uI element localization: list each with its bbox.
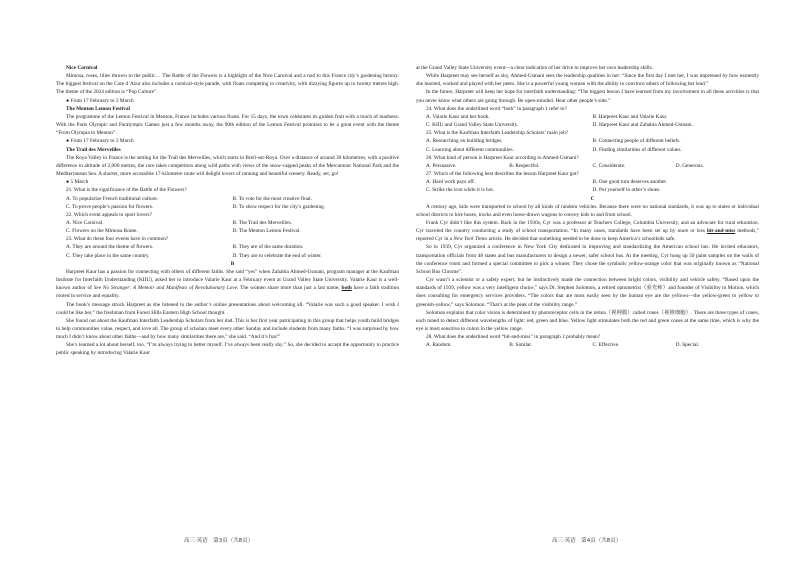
right-page-footer: 高三·英语 第4页（共8页） bbox=[552, 538, 622, 544]
passage-b-paragraph-2: The book’s message struck Harpreet as she listened to the author’s online presentations about welcoming all. “Valarie was such a good speaker. I wish I could be like her,” the freshman from Forest Hills Eastern High School thought. bbox=[56, 301, 399, 316]
option: D. Harpreet Kaur and Zahabia Ahmed-Usmani. bbox=[592, 122, 693, 129]
question-23-options bbox=[56, 243, 399, 259]
question-21-options bbox=[56, 195, 399, 211]
option: A. Researching on building bridges. bbox=[426, 138, 503, 145]
passage-c-paragraph-2: Frank Cyr didn’t like this system. Back in the 1930s, Cyr was a professor at Teachers College, Columbia University, and an advocate for rural education. Cyr traveled the country conducting a study of school transportation. “In many cases, standards have been set up by more or less hit-and-miss methods,” reported Cyr in a New York Times article. He decided that something needed to be done to keep America’s schoolkids safe. bbox=[416, 219, 759, 243]
passage-c-paragraph-3: So in 1939, Cyr organized a conference in New York City dedicated to improving and standardizing the American school bus. He invited educators, transportation officials from 48 states and bus manufacturers to design a newer, safer school bus. At the meeting, Cyr hung up 50 paint samples on the walls of the conference room and formed a special committee to pick a winner. They chose the symbolic yellow-orange color that was originally known as “National School Bus Chrome”. bbox=[416, 244, 759, 275]
option: B. The Trail des Merveilles. bbox=[232, 219, 292, 226]
option: A. Nice Carnival. bbox=[66, 219, 104, 226]
option: B. Respectful. bbox=[509, 162, 540, 169]
question-23: 23. What do these four events have in common? bbox=[66, 236, 169, 243]
option: B. Similar. bbox=[509, 342, 533, 349]
passage-c-paragraph-5: Solomon explains that color vision is determined by photoreceptor cells in the retina（视网膜）called cones（视锥细胞）. There are three types of cones, each tuned to detect different wavelengths of light: red, green and blue. Yellow light stimulates both the red and green cones at the same time, which is why the eye is most sensitive to colors in the yellow range. bbox=[416, 309, 759, 332]
question-28-options bbox=[416, 341, 759, 349]
option: B. Connecting people of different beliefs. bbox=[592, 138, 681, 145]
option: B. To vote for the most creative float. bbox=[232, 195, 312, 202]
passage-b-continuation: at the Grand Valley State University event—a clear indication of her drive to improve her own leadership skills. bbox=[416, 65, 654, 71]
option: C. They take place in the same country. bbox=[66, 252, 150, 259]
question-27: 27. Which of the following best describes the lesson Harpreet Kaur got? bbox=[426, 171, 579, 178]
left-page-column bbox=[56, 64, 399, 358]
question-22-options bbox=[56, 219, 399, 235]
option: A. Valarie Kaur and her book. bbox=[426, 113, 490, 120]
nice-carnival-paragraph: Mimosa, roses, lilies thrown to the public… The Battle of the Flowers is a highlight of the Nice Carnival and a nod to this France city’s gardening history. The biggest festival on the Cote d’Azur also includes a carnival-style parade, with floats competing in creativity, with dizzying figures up to twenty metres high. The theme of the 2024 edition is “Pop Culture”. bbox=[56, 73, 399, 96]
option: D. Finding similarities of different values. bbox=[592, 146, 682, 153]
newspaper-title: New York Times bbox=[453, 236, 488, 243]
nice-carnival-date: ● From 17 February to 3 March bbox=[66, 97, 134, 104]
option: D. The Menton Lemon Festival. bbox=[232, 228, 301, 235]
question-21: 21. What is the significance of the Battle of the Flowers? bbox=[66, 187, 187, 194]
option: A. Persuasive. bbox=[426, 162, 457, 169]
menton-paragraph: The programme of the Lemon Festival in Menton, France includes various floats. For 15 days, the town celebrates its golden fruit with a touch of madness. With the Paris Olympic and Paralympic Games just a few months away, the 90th edition of the Lemon Festival promises to be a great event with the theme “From Olympia to Menton”. bbox=[56, 113, 399, 137]
option: C. Strike the iron while it is hot. bbox=[426, 187, 495, 194]
menton-title: The Menton Lemon Festival bbox=[66, 105, 130, 112]
passage-b-paragraph-6: In the future, Harpreet will keep her hope for interfaith understanding: “The biggest lesson I have learned from my involvement in all these activities is that you never know what others are going through. Be open-minded. Hear other people’s side.” bbox=[416, 89, 759, 104]
passage-b-paragraph-4: She’s learned a lot about herself, too. “I’m always trying to better myself. I’ve always been really shy.” So, she decided to accept the opportunity to practice public speaking by introducing Valarie Kaur bbox=[56, 342, 399, 357]
book-title: See No Stranger: A Memoir and Manifesto of Revolutionary Love bbox=[93, 285, 238, 292]
option: C. Learning about different communities. bbox=[426, 146, 514, 153]
section-c-heading: C bbox=[590, 195, 595, 202]
option: C. Flowers on the Mimosa Route. bbox=[66, 228, 138, 235]
option: A. To popularize French traditional culture. bbox=[66, 195, 159, 202]
option: D. Generous. bbox=[675, 162, 704, 169]
option: D. Put yourself in other’s shoes. bbox=[592, 187, 661, 194]
passage-b-paragraph-3: She found out about the Kaufman Interfaith Leadership Scholars from her dad. This is her first year participating in this group that helps youth build bridges to help communities value, respect, and love all. The group of scholars meet every other Sunday and include students from many faiths. “I was surprised by how much I didn’t know about other faiths—and by how many similarities there are,” she said. “And it’s fun!” bbox=[56, 317, 399, 341]
question-26: 26. What kind of person is Harpreet Kaur according to Ahmed-Usmani? bbox=[426, 154, 579, 161]
option: A. Random. bbox=[426, 342, 452, 349]
option: A. Hard work pays off. bbox=[426, 179, 476, 186]
underlined-word-both: both bbox=[341, 285, 352, 292]
option: D. Special. bbox=[675, 342, 700, 349]
passage-b-paragraph-5: While Harpreet may see herself as shy, Ahmed-Usmani sees the leadership qualities in her: “Since the first day I met her, I was impressed by how earnestly she learned, worked and played with her peers. She is a powerful young woman with the ability to convince others of following her lead.” bbox=[416, 73, 759, 88]
passage-b-paragraph-1: Harpreet Kaur has a passion for connecting with others of different faiths. She said “yes” when Zahabia Ahmed-Usmani, program manager at the Kaufman Institute for Interfaith Understanding (KIIU), asked her to introduce Valarie Kaur at a February event at Grand Valley State University. Valarie Kaur is a well-known author of See No Stranger: A Memoir and Manifesto of Revolutionary Love. The women share more than just a last name; both have a faith tradition rooted in service and equality. bbox=[56, 268, 400, 300]
passage-c-paragraph-1: A century ago, kids were transported to school by all kinds of random vehicles. Because there were no national standards, it was up to states or individual school districts to hire buses, trucks and even horse-drawn wagons to convey kids to and from school. bbox=[416, 203, 759, 218]
option: C. Considerate. bbox=[592, 162, 626, 169]
trail-paragraph: The Roya Valley in France is the setting for the Trail des Merveilles, which starts in Breil-sur-Roya. Over a distance of around 30 kilometres, with a positive difference in altitude of 2,000 metres, the race takes competitors along wild paths with views of the snow-capped peaks of the Mercantour National Park and the Mediterranean Sea. A shorter, more accessible 17-kilometre route will delight lovers of running and beautiful scenery. Ready, set, go! bbox=[56, 154, 399, 178]
option: B. Harpreet Kaur and Valarie Kaur. bbox=[592, 113, 668, 120]
option: D. To show respect for the city’s gardening. bbox=[232, 203, 326, 210]
option: B. One good turn deserves another. bbox=[592, 179, 668, 186]
option: A. They are around the theme of flowers. bbox=[66, 244, 154, 251]
passage-c-paragraph-4: Cyr wasn’t a scientist or a safety expert, but he instinctively made the connection between bright colors, visibility and vehicle safety. “Based upon the standards of 1939, yellow was a very intelligent choice,” says Dr. Stephen Solomon, a retired optometrist（验光师）and founder of Visibility in Motion, which does consulting for emergency services providers. “The colors that are most easily seen by the human eye are the yellows—the yellow-green to yellow to greenish-yellow,” says Solomon. “That’s at the peak of the visibility range.” bbox=[416, 277, 759, 308]
question-27-options bbox=[416, 178, 759, 194]
right-page-column bbox=[416, 64, 759, 349]
trail-title: The Trail des Merveilles bbox=[66, 146, 121, 153]
question-25-options bbox=[416, 137, 759, 153]
question-24-options bbox=[416, 113, 759, 129]
option: B. They are of the same duration. bbox=[232, 244, 304, 251]
section-b-heading: B bbox=[230, 260, 235, 267]
trail-date: ● 5 March bbox=[66, 179, 89, 186]
option: C. KIIU and Grand Valley State University. bbox=[426, 122, 519, 129]
left-page-footer: 高三·英语 第3页（共8页） bbox=[184, 538, 254, 544]
question-25: 25. What is the Kaufman Interfaith Leadership Scholars’ main job? bbox=[426, 130, 569, 137]
option: C. Effective. bbox=[592, 342, 620, 349]
menton-date: ● From 17 February to 3 March bbox=[66, 138, 134, 145]
underlined-word-hit-and-miss: hit-and-miss bbox=[707, 228, 736, 235]
question-26-options bbox=[416, 162, 759, 170]
option: C. To prove people’s passion for flowers. bbox=[66, 203, 154, 210]
question-24: 24. What does the underlined word “both” in paragraph 1 refer to? bbox=[426, 105, 567, 112]
nice-carnival-title: Nice Carnival bbox=[66, 65, 98, 71]
question-22: 22. Which event appeals to sport lovers? bbox=[66, 211, 152, 218]
option: D. They are to celebrate the end of winter. bbox=[232, 252, 322, 259]
question-28: 28. What does the underlined word “hit-and-miss” in paragraph 2 probably mean? bbox=[426, 334, 601, 341]
